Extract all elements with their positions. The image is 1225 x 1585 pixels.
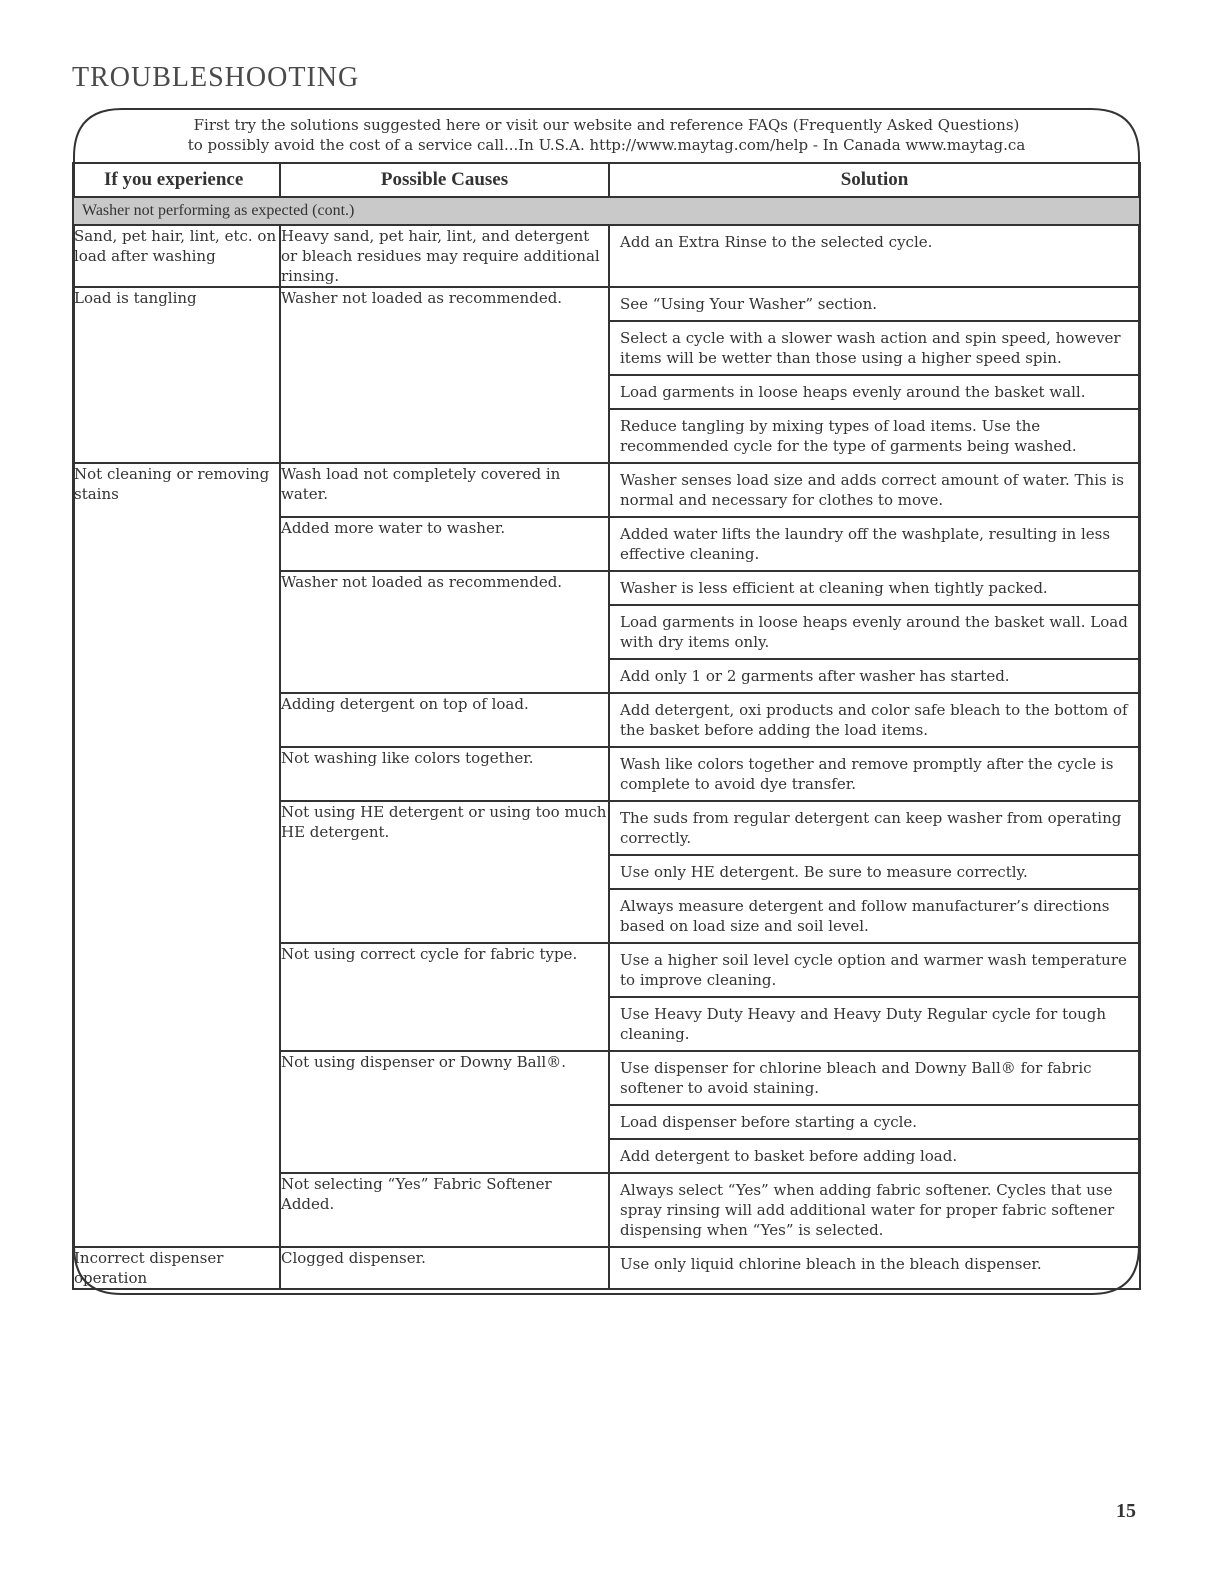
solution-item: Wash like colors together and remove promptly after the cycle is complete to avoid dye transfer. [620, 755, 1114, 793]
troubleshooting-table [72, 162, 1141, 1290]
problem-cell: Incorrect dispenser operation [73, 1247, 280, 1289]
cause-cell: Washer not loaded as recommended. [280, 571, 609, 693]
intro-text [72, 115, 1141, 155]
solution-cell [609, 571, 1140, 693]
solution-list [610, 226, 1139, 258]
solution-item: See “Using Your Washer” section. [610, 288, 1139, 322]
solution-list [610, 748, 1139, 800]
problem-cell: Load is tangling [73, 287, 280, 463]
solution-cell [609, 693, 1140, 747]
solution-item: Washer is less efficient at cleaning when tightly packed. [610, 572, 1139, 606]
cause-cell: Heavy sand, pet hair, lint, and detergent or bleach residues may require additional rinsing. [280, 225, 609, 287]
solution-list [610, 1248, 1139, 1280]
cause-cell: Not selecting “Yes” Fabric Softener Added. [280, 1173, 609, 1247]
solution-cell [609, 225, 1140, 287]
solution-cell [609, 801, 1140, 943]
solution-item: Add detergent to basket before adding load. [620, 1147, 958, 1165]
page-title: TROUBLESHOOTING [72, 62, 360, 93]
solution-list [610, 518, 1139, 570]
troubleshooting-box [72, 107, 1141, 1296]
solution-item: Load garments in loose heaps evenly around the basket wall. [610, 376, 1139, 410]
solution-item: The suds from regular detergent can keep washer from operating correctly. [610, 802, 1139, 856]
solution-item: Added water lifts the laundry off the washplate, resulting in less effective cleaning. [620, 525, 1111, 563]
table-header-row [73, 163, 1140, 197]
cause-cell: Not washing like colors together. [280, 747, 609, 801]
section-label: Washer not performing as expected (cont.) [73, 197, 1140, 225]
problem-cell: Not cleaning or removing stains [73, 463, 280, 1247]
table-row [73, 463, 1140, 517]
cause-cell: Washer not loaded as recommended. [280, 287, 609, 463]
cause-cell: Not using HE detergent or using too much HE detergent. [280, 801, 609, 943]
table-row [73, 225, 1140, 287]
solution-list [610, 802, 1139, 942]
solution-item: Use only HE detergent. Be sure to measure correctly. [610, 856, 1139, 890]
solution-cell [609, 943, 1140, 1051]
solution-item: Add only 1 or 2 garments after washer has started. [620, 667, 1010, 685]
solution-list [610, 464, 1139, 516]
problem-cell: Sand, pet hair, lint, etc. on load after washing [73, 225, 280, 287]
intro-line-1: First try the solutions suggested here or visit our website and reference FAQs (Frequently Asked Questions) [193, 116, 1020, 134]
solution-item: Select a cycle with a slower wash action and spin speed, however items will be wetter than those using a higher speed spin. [610, 322, 1139, 376]
header-causes: Possible Causes [280, 163, 609, 197]
solution-cell [609, 747, 1140, 801]
cause-cell: Wash load not completely covered in water. [280, 463, 609, 517]
header-experience: If you experience [73, 163, 280, 197]
section-row [73, 197, 1140, 225]
intro-line-2: to possibly avoid the cost of a service call...In U.S.A. http://www.maytag.com/help - In Canada www.maytag.ca [187, 136, 1026, 154]
solution-item: Washer senses load size and adds correct amount of water. This is normal and necessary for clothes to move. [620, 471, 1124, 509]
cause-cell: Not using dispenser or Downy Ball®. [280, 1051, 609, 1173]
solution-cell [609, 463, 1140, 517]
solution-cell [609, 517, 1140, 571]
solution-item: Use a higher soil level cycle option and warmer wash temperature to improve cleaning. [610, 944, 1139, 998]
solution-list [610, 694, 1139, 746]
cause-cell: Clogged dispenser. [280, 1247, 609, 1289]
solution-item: Use Heavy Duty Heavy and Heavy Duty Regular cycle for tough cleaning. [620, 1005, 1107, 1043]
cause-cell: Adding detergent on top of load. [280, 693, 609, 747]
solution-item: Load dispenser before starting a cycle. [610, 1106, 1139, 1140]
solution-list [610, 1052, 1139, 1172]
solution-cell [609, 1051, 1140, 1173]
solution-item: Use only liquid chlorine bleach in the bleach dispenser. [620, 1255, 1042, 1273]
solution-list [610, 1174, 1139, 1246]
solution-item: Reduce tangling by mixing types of load items. Use the recommended cycle for the type of garments being washed. [620, 417, 1077, 455]
solution-cell [609, 1247, 1140, 1289]
solution-item: Always select “Yes” when adding fabric softener. Cycles that use spray rinsing will add additional water for proper fabric softener dispensing when “Yes” is selected. [620, 1181, 1115, 1239]
header-solution: Solution [609, 163, 1140, 197]
cause-cell: Not using correct cycle for fabric type. [280, 943, 609, 1051]
solution-cell [609, 287, 1140, 463]
solution-item: Always measure detergent and follow manufacturer’s directions based on load size and soil level. [620, 897, 1110, 935]
solution-item: Load garments in loose heaps evenly around the basket wall. Load with dry items only. [610, 606, 1139, 660]
table-row [73, 1247, 1140, 1289]
solution-list [610, 944, 1139, 1050]
solution-item: Add an Extra Rinse to the selected cycle. [620, 233, 933, 251]
solution-item: Use dispenser for chlorine bleach and Downy Ball® for fabric softener to avoid staining. [610, 1052, 1139, 1106]
solution-item: Add detergent, oxi products and color safe bleach to the bottom of the basket before adding the load items. [620, 701, 1128, 739]
cause-cell: Added more water to washer. [280, 517, 609, 571]
solution-list [610, 572, 1139, 692]
table-row [73, 287, 1140, 463]
page-number: 15 [1116, 1500, 1136, 1522]
solution-list [610, 288, 1139, 462]
solution-cell [609, 1173, 1140, 1247]
